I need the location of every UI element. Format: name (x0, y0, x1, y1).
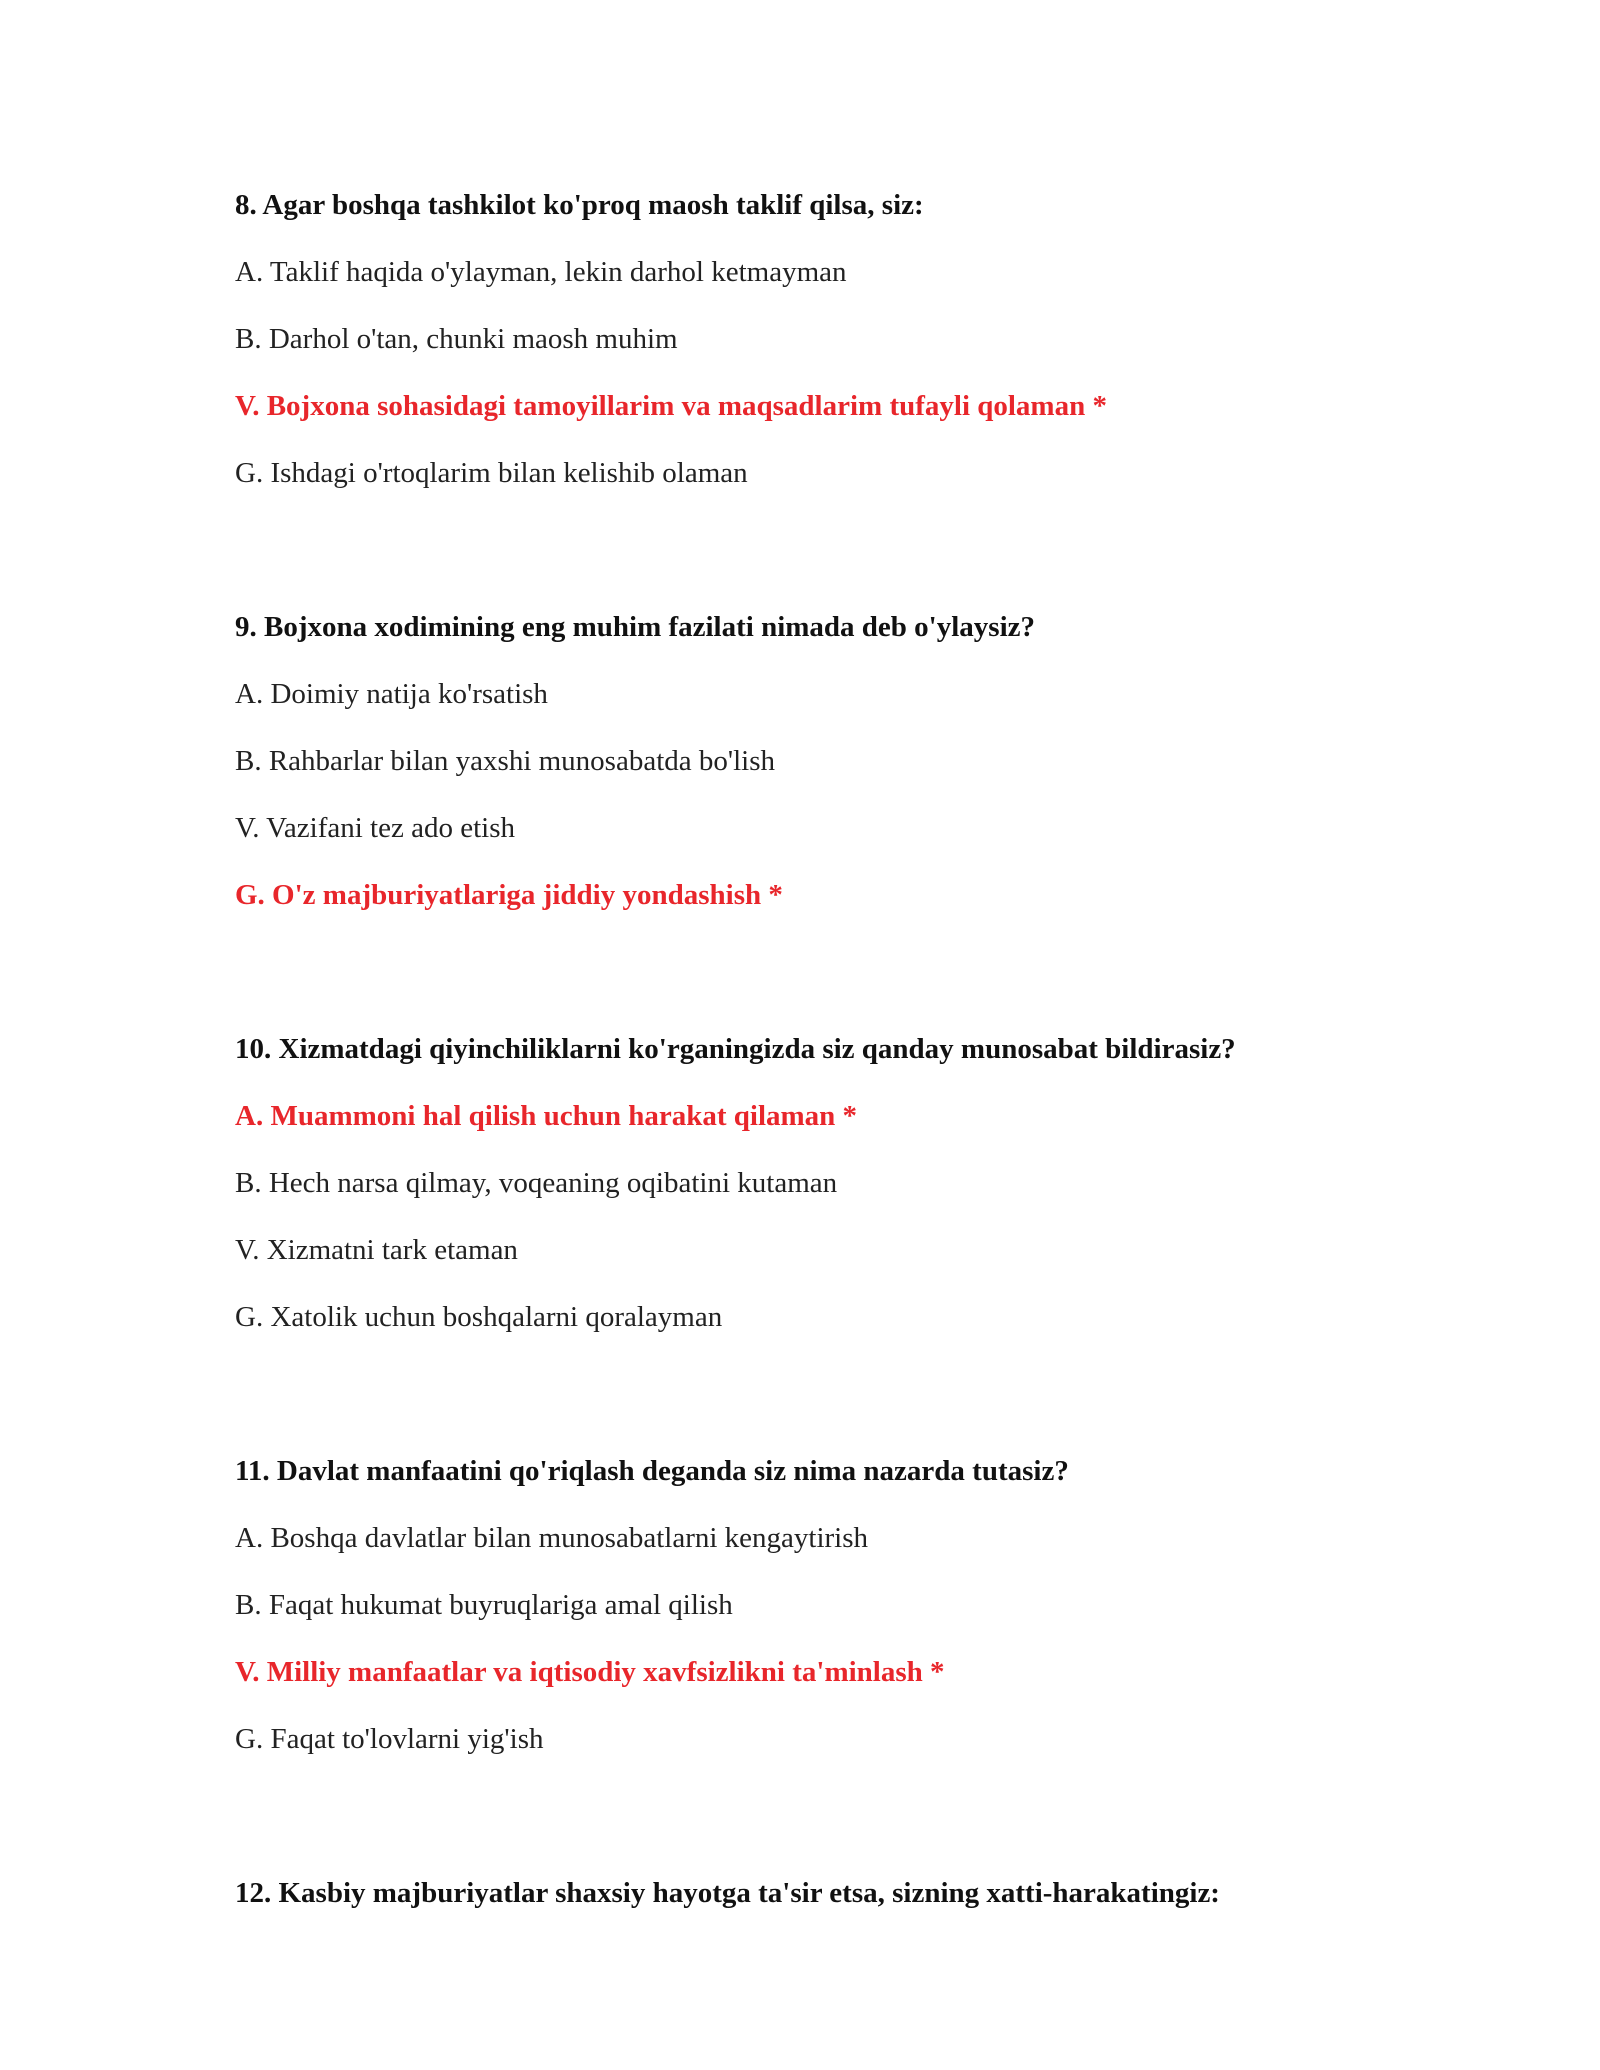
option-a-correct: A. Muammoni hal qilish uchun harakat qilaman * (235, 1100, 858, 1132)
option-b: B. Hech narsa qilmay, voqeaning oqibatini kutaman (235, 1167, 838, 1199)
question-title: 11. Davlat manfaatini qo'riqlash deganda siz nima nazarda tutasiz? (235, 1455, 1069, 1487)
option-v-correct: V. Milliy manfaatlar va iqtisodiy xavfsizlikni ta'minlash * (235, 1656, 945, 1688)
spacer (235, 962, 1435, 1029)
option-g: G. Xatolik uchun boshqalarni qoralayman (235, 1301, 723, 1333)
option-v: V. Xizmatni tark etaman (235, 1234, 518, 1266)
question-10 (235, 1029, 1435, 1364)
option-g-correct: G. O'z majburiyatlariga jiddiy yondashish * (235, 879, 783, 911)
option-b: B. Faqat hukumat buyruqlariga amal qilish (235, 1589, 733, 1621)
spacer (235, 540, 1435, 607)
question-title: 12. Kasbiy majburiyatlar shaxsiy hayotga ta'sir etsa, sizning xatti-harakatingiz: (235, 1877, 1220, 1909)
question-title: 9. Bojxona xodimining eng muhim fazilati nimada deb o'ylaysiz? (235, 611, 1036, 643)
question-11 (235, 1451, 1435, 1786)
option-v: V. Vazifani tez ado etish (235, 812, 515, 844)
option-g: G. Ishdagi o'rtoqlarim bilan kelishib olaman (235, 457, 748, 489)
option-a: A. Boshqa davlatlar bilan munosabatlarni kengaytirish (235, 1522, 869, 1554)
question-9 (235, 607, 1435, 942)
option-b: B. Darhol o'tan, chunki maosh muhim (235, 323, 678, 355)
spacer (235, 1806, 1435, 1873)
question-title: 8. Agar boshqa tashkilot ko'proq maosh taklif qilsa, siz: (235, 189, 924, 221)
option-b: B. Rahbarlar bilan yaxshi munosabatda bo'lish (235, 745, 776, 777)
option-g: G. Faqat to'lovlarni yig'ish (235, 1723, 544, 1755)
option-v-correct: V. Bojxona sohasidagi tamoyillarim va maqsadlarim tufayli qolaman * (235, 390, 1107, 422)
question-title: 10. Xizmatdagi qiyinchiliklarni ko'rganingizda siz qanday munosabat bildirasiz? (235, 1033, 1236, 1065)
option-a: A. Taklif haqida o'ylayman, lekin darhol ketmayman (235, 256, 847, 288)
question-8 (235, 185, 1435, 520)
question-12 (235, 1873, 1435, 1940)
spacer (235, 1384, 1435, 1451)
document-page (235, 185, 1435, 1960)
option-a: A. Doimiy natija ko'rsatish (235, 678, 548, 710)
